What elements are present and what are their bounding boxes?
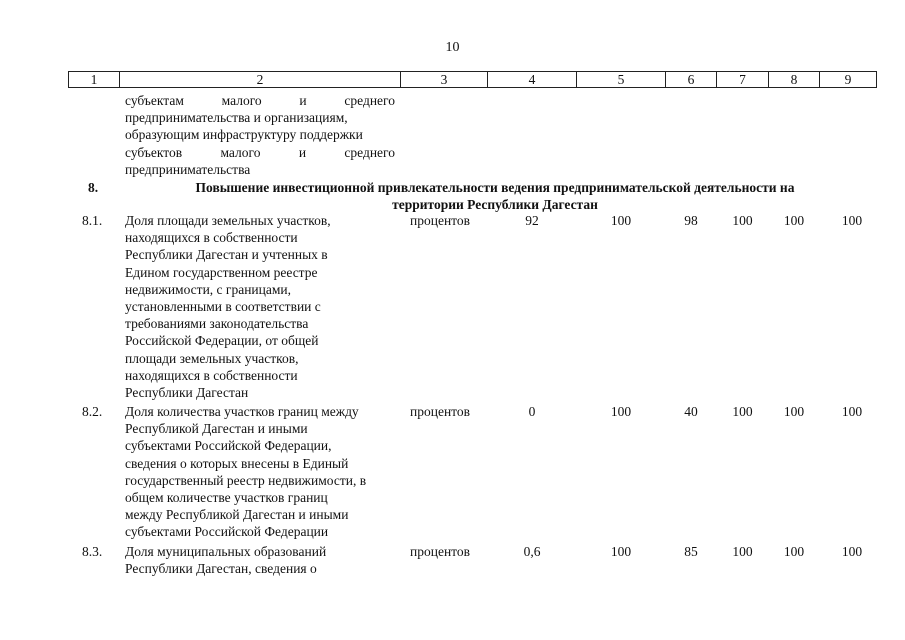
value-col-5: 100 bbox=[610, 544, 632, 559]
continuation-line: образующим инфраструктуру поддержки bbox=[125, 127, 363, 143]
value-col-8: 100 bbox=[783, 544, 805, 559]
description-line: государственный реестр недвижимости, в bbox=[125, 472, 367, 488]
description-line: субъектами Российской Федерации, bbox=[125, 438, 332, 454]
row-description bbox=[125, 212, 395, 401]
description-line: площади земельных участков, bbox=[125, 350, 299, 366]
continuation-line: предпринимательства и организациям, bbox=[125, 110, 348, 126]
value-col-7: 100 bbox=[732, 544, 753, 559]
description-line: Республики Дагестан, сведения о bbox=[125, 561, 317, 577]
section-title-line-1: Повышение инвестиционной привлекательности ведения предпринимательской деятельности на bbox=[195, 180, 795, 195]
value-col-4: 92 bbox=[525, 213, 539, 228]
row-description bbox=[125, 403, 395, 541]
value-col-4: 0 bbox=[528, 404, 536, 419]
description-line: Едином государственном реестре bbox=[125, 264, 318, 280]
value-col-7: 100 bbox=[732, 213, 753, 228]
header-cell-7: 7 bbox=[716, 71, 769, 88]
value-col-6: 98 bbox=[684, 213, 698, 228]
description-line: Республики Дагестан и учтенных в bbox=[125, 247, 328, 263]
description-line: Республикой Дагестан и иными bbox=[125, 421, 308, 437]
row-description bbox=[125, 543, 395, 577]
header-cell-5: 5 bbox=[576, 71, 666, 88]
description-line: требованиями законодательства bbox=[125, 316, 309, 332]
description-line: находящихся в собственности bbox=[125, 367, 298, 383]
row-unit: процентов bbox=[410, 544, 471, 559]
section-title-line-2: территории Республики Дагестан bbox=[392, 197, 598, 212]
continuation-text bbox=[125, 92, 395, 178]
value-col-9: 100 bbox=[841, 213, 863, 228]
page-number: 10 bbox=[445, 40, 460, 55]
row-number: 8.3. bbox=[82, 544, 103, 559]
continuation-line: субъектов малого и среднего bbox=[125, 144, 395, 160]
value-col-9: 100 bbox=[841, 544, 863, 559]
continuation-line: предпринимательства bbox=[125, 161, 251, 177]
header-cell-1: 1 bbox=[68, 71, 120, 88]
description-line: Доля количества участков границ между bbox=[125, 404, 359, 419]
description-line: Доля площади земельных участков, bbox=[125, 213, 331, 228]
description-line: между Республикой Дагестан и иными bbox=[125, 507, 349, 523]
value-col-9: 100 bbox=[841, 404, 863, 419]
description-line: сведения о которых внесены в Единый bbox=[125, 455, 349, 471]
description-line: недвижимости, с границами, bbox=[125, 281, 292, 297]
continuation-line: субъектам малого и среднего bbox=[125, 93, 395, 108]
description-line: установленными в соответствии с bbox=[125, 299, 321, 315]
description-line: Российской Федерации, от общей bbox=[125, 333, 319, 349]
row-unit: процентов bbox=[410, 404, 471, 419]
value-col-5: 100 bbox=[610, 404, 632, 419]
header-cell-3: 3 bbox=[400, 71, 488, 88]
value-col-8: 100 bbox=[783, 213, 805, 228]
value-col-4: 0,6 bbox=[523, 544, 541, 559]
value-col-5: 100 bbox=[610, 213, 632, 228]
row-number: 8.2. bbox=[82, 404, 103, 419]
section-number: 8. bbox=[88, 180, 99, 195]
description-line: Республики Дагестан bbox=[125, 385, 249, 401]
description-line: Доля муниципальных образований bbox=[125, 544, 327, 559]
value-col-6: 40 bbox=[684, 404, 698, 419]
description-line: находящихся в собственности bbox=[125, 230, 298, 246]
row-number: 8.1. bbox=[82, 213, 103, 228]
header-cell-9: 9 bbox=[819, 71, 877, 88]
value-col-8: 100 bbox=[783, 404, 805, 419]
description-line: общем количестве участков границ bbox=[125, 490, 328, 506]
header-cell-8: 8 bbox=[768, 71, 820, 88]
value-col-7: 100 bbox=[732, 404, 753, 419]
header-cell-6: 6 bbox=[665, 71, 717, 88]
value-col-6: 85 bbox=[684, 544, 698, 559]
header-cell-4: 4 bbox=[487, 71, 577, 88]
description-line: субъектами Российской Федерации bbox=[125, 524, 329, 540]
row-unit: процентов bbox=[410, 213, 471, 228]
header-cell-2: 2 bbox=[119, 71, 401, 88]
